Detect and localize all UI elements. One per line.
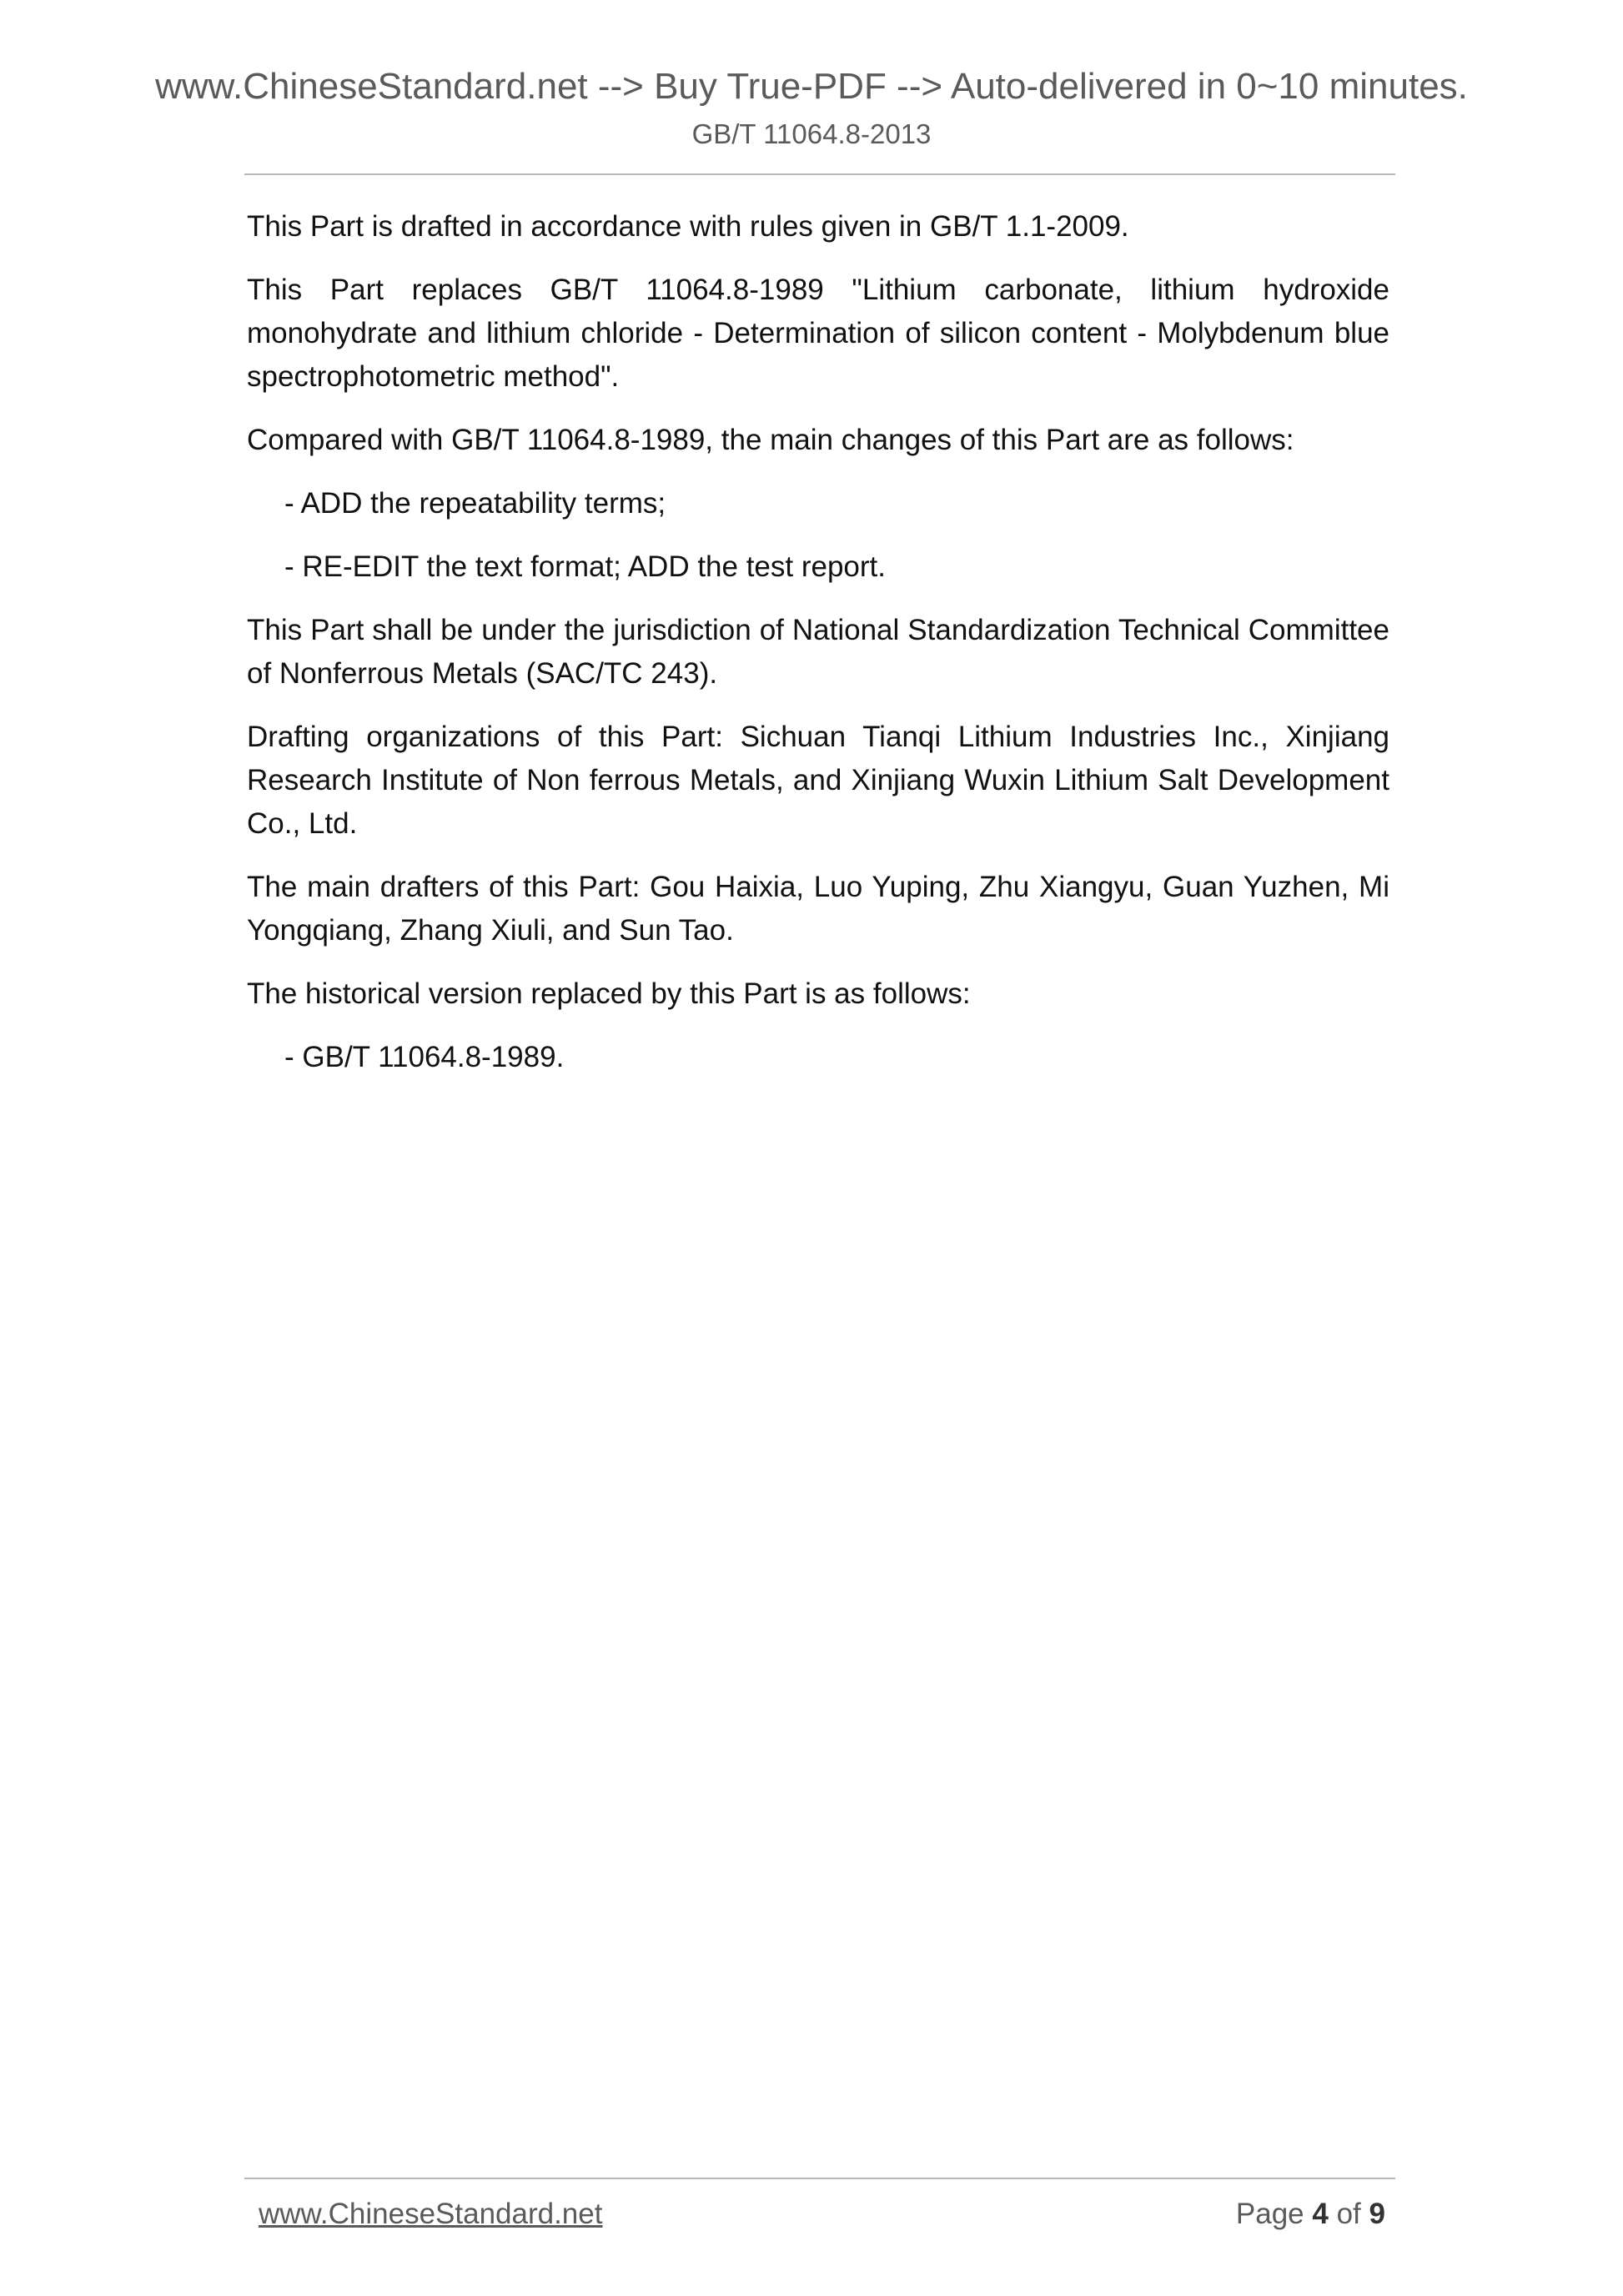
document-code: GB/T 11064.8-2013	[691, 118, 932, 149]
historical-version-intro: The historical version replaced by this Part is as follows:	[247, 977, 971, 1010]
footer-site-link[interactable]: www.ChineseStandard.net	[259, 2198, 603, 2230]
site-banner[interactable]: www.ChineseStandard.net --> Buy True-PDF --> Auto-delivered in 0~10 minutes.	[155, 66, 1468, 107]
drafters-paragraph: The main drafters of this Part: Gou Haixia, Luo Yuping, Zhu Xiangyu, Guan Yuzhen, Mi Yongqiang, Zhang Xiuli, and Sun Tao.	[247, 871, 1389, 947]
page-of-label: of	[1336, 2198, 1361, 2230]
historical-version-item: - GB/T 11064.8-1989.	[284, 1041, 565, 1073]
footer-divider	[244, 2178, 1395, 2179]
drafting-organizations-paragraph: Drafting organizations of this Part: Sichuan Tianqi Lithium Industries Inc., Xinjiang Research Institute of Non ferrous Metals, and Xinjiang Wuxin Lithium Salt Development Co., Ltd.	[247, 721, 1389, 840]
jurisdiction-paragraph: This Part shall be under the jurisdiction of National Standardization Technical Committee of Nonferrous Metals (SAC/TC 243).	[247, 614, 1389, 690]
drafting-rules-paragraph: This Part is drafted in accordance with rules given in GB/T 1.1-2009.	[247, 210, 1129, 243]
header-divider	[244, 173, 1395, 175]
page-label: Page	[1235, 2198, 1304, 2230]
page-number	[1236, 2196, 1385, 2233]
total-pages: 9	[1369, 2198, 1385, 2230]
document-body	[247, 205, 1389, 1099]
change-item-repeatability: - ADD the repeatability terms;	[284, 487, 666, 520]
changes-intro-paragraph: Compared with GB/T 11064.8-1989, the main changes of this Part are as follows:	[247, 424, 1294, 456]
replacement-paragraph: This Part replaces GB/T 11064.8-1989 "Lithium carbonate, lithium hydroxide monohydrate and lithium chloride - Determination of silicon content - Molybdenum blue spectrophotometric method".	[247, 274, 1389, 393]
current-page: 4	[1312, 2198, 1329, 2230]
change-item-format: - RE-EDIT the text format; ADD the test report.	[284, 550, 886, 583]
